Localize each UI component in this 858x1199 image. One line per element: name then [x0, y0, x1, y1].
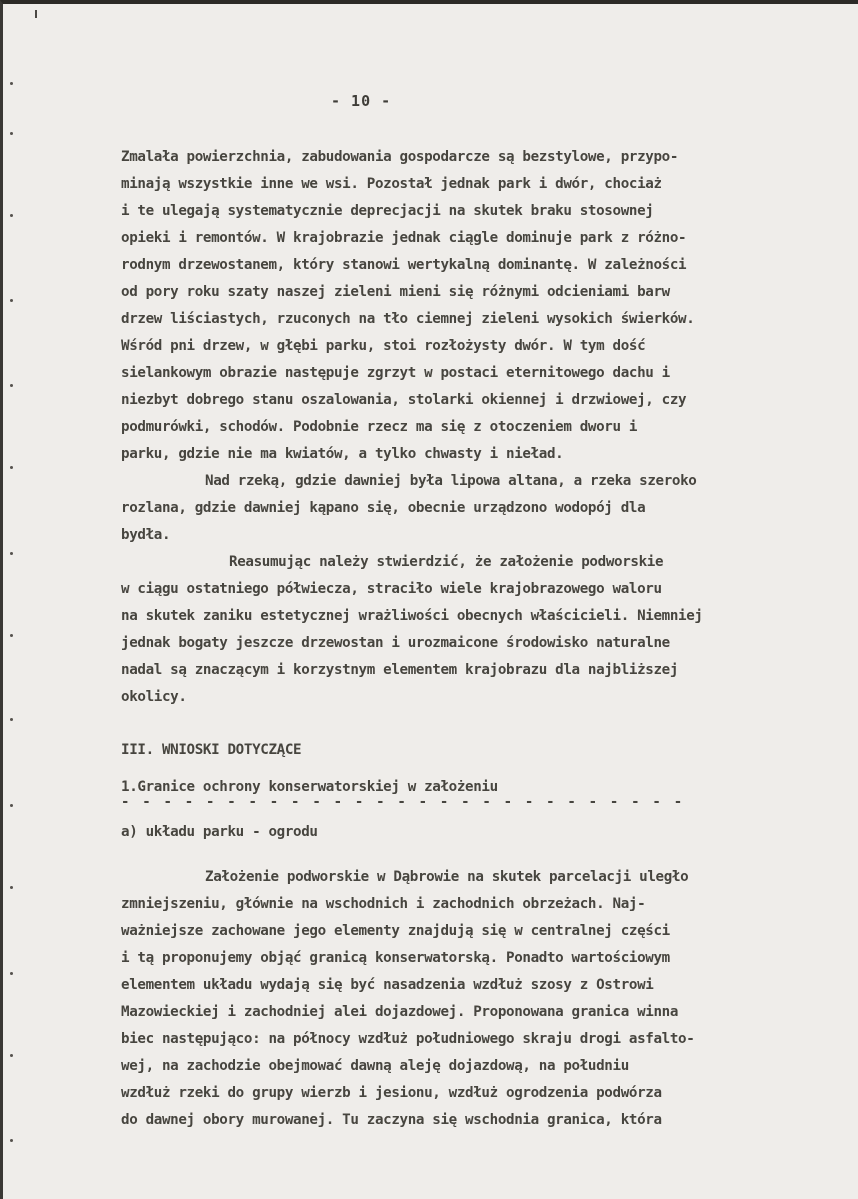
- text-line: nadal są znaczącym i korzystnym elementem krajobrazu dla najbliższej: [121, 662, 679, 678]
- punch-hole: [10, 972, 13, 975]
- text-line: elementem układu wydają się być nasadzenia wzdłuż szosy z Ostrowi: [121, 977, 654, 993]
- text-line: od pory roku szaty naszej zieleni mieni się różnymi odcieniami barw: [121, 284, 670, 300]
- punch-hole: [10, 804, 13, 807]
- text-line: Zmalała powierzchnia, zabudowania gospodarcze są bezstylowe, przypo-: [121, 149, 679, 165]
- subsection-heading: 1.Granice ochrony konserwatorskiej w założeniu: [121, 779, 498, 795]
- text-line: opieki i remontów. W krajobrazie jednak ciągle dominuje park z różno-: [121, 230, 687, 246]
- text-line: do dawnej obory murowanej. Tu zaczyna się wschodnia granica, która: [121, 1112, 662, 1128]
- text-line: niezbyt dobrego stanu oszalowania, stolarki okiennej i drzwiowej, czy: [121, 392, 687, 408]
- text-line: na skutek zaniku estetycznej wrażliwości obecnych właścicieli. Niemniej: [121, 608, 703, 624]
- text-line: Mazowieckiej i zachodniej alei dojazdowej. Proponowana granica winna: [121, 1004, 679, 1020]
- text-line: i tą proponujemy objąć granicą konserwatorską. Ponadto wartościowym: [121, 950, 670, 966]
- staple-mark: [35, 10, 37, 18]
- text-line: Reasumując należy stwierdzić, że założenie podworskie: [229, 554, 664, 570]
- text-line: wej, na zachodzie obejmować dawną aleję dojazdową, na południu: [121, 1058, 629, 1074]
- text-line: zmniejszeniu, głównie na wschodnich i zachodnich obrzeżach. Naj-: [121, 896, 646, 912]
- text-line: w ciągu ostatniego półwiecza, straciło wiele krajobrazowego waloru: [121, 581, 662, 597]
- text-line: sielankowym obrazie następuje zgrzyt w postaci eternitowego dachu i: [121, 365, 670, 381]
- punch-hole: [10, 384, 13, 387]
- text-line: parku, gdzie nie ma kwiatów, a tylko chwasty i nieład.: [121, 446, 564, 462]
- punch-hole: [10, 466, 13, 469]
- punch-hole: [10, 132, 13, 135]
- text-line: Założenie podworskie w Dąbrowie na skutek parcelacji uległo: [205, 869, 689, 885]
- page-number: - 10 -: [331, 92, 392, 110]
- text-line: okolicy.: [121, 689, 187, 705]
- punch-hole: [10, 1139, 13, 1142]
- punch-hole: [10, 552, 13, 555]
- text-line: bydła.: [121, 527, 171, 543]
- text-line: i te ulegają systematycznie deprecjacji na skutek braku stosownej: [121, 203, 654, 219]
- text-line: jednak bogaty jeszcze drzewostan i urozmaicone środowisko naturalne: [121, 635, 670, 651]
- punch-hole: [10, 886, 13, 889]
- text-line: minają wszystkie inne we wsi. Pozostał jednak park i dwór, chociaż: [121, 176, 662, 192]
- punch-hole: [10, 718, 13, 721]
- punch-hole: [10, 1054, 13, 1057]
- punch-hole: [10, 214, 13, 217]
- text-line: wzdłuż rzeki do grupy wierzb i jesionu, wzdłuż ogrodzenia podwórza: [121, 1085, 662, 1101]
- text-line: Nad rzeką, gdzie dawniej była lipowa altana, a rzeka szeroko: [205, 473, 697, 489]
- text-line: biec następująco: na północy wzdłuż południowego skraju drogi asfalto-: [121, 1031, 695, 1047]
- section-heading: III. WNIOSKI DOTYCZĄCE: [121, 742, 302, 758]
- punch-hole: [10, 82, 13, 85]
- text-line: ważniejsze zachowane jego elementy znajdują się w centralnej części: [121, 923, 670, 939]
- text-line: rodnym drzewostanem, który stanowi wertykalną dominantę. W zależności: [121, 257, 687, 273]
- dashed-underline: - - - - - - - - - - - - - - - - - - - - - - - - - - -: [121, 794, 685, 810]
- text-line: podmurówki, schodów. Podobnie rzecz ma się z otoczeniem dworu i: [121, 419, 638, 435]
- punch-hole: [10, 299, 13, 302]
- punch-hole: [10, 634, 13, 637]
- text-line: Wśród pni drzew, w głębi parku, stoi rozłożysty dwór. W tym dość: [121, 338, 646, 354]
- item-heading: a) układu parku - ogrodu: [121, 824, 318, 840]
- text-line: drzew liściastych, rzuconych na tło ciemnej zieleni wysokich świerków.: [121, 311, 695, 327]
- text-line: rozlana, gdzie dawniej kąpano się, obecnie urządzono wodopój dla: [121, 500, 646, 516]
